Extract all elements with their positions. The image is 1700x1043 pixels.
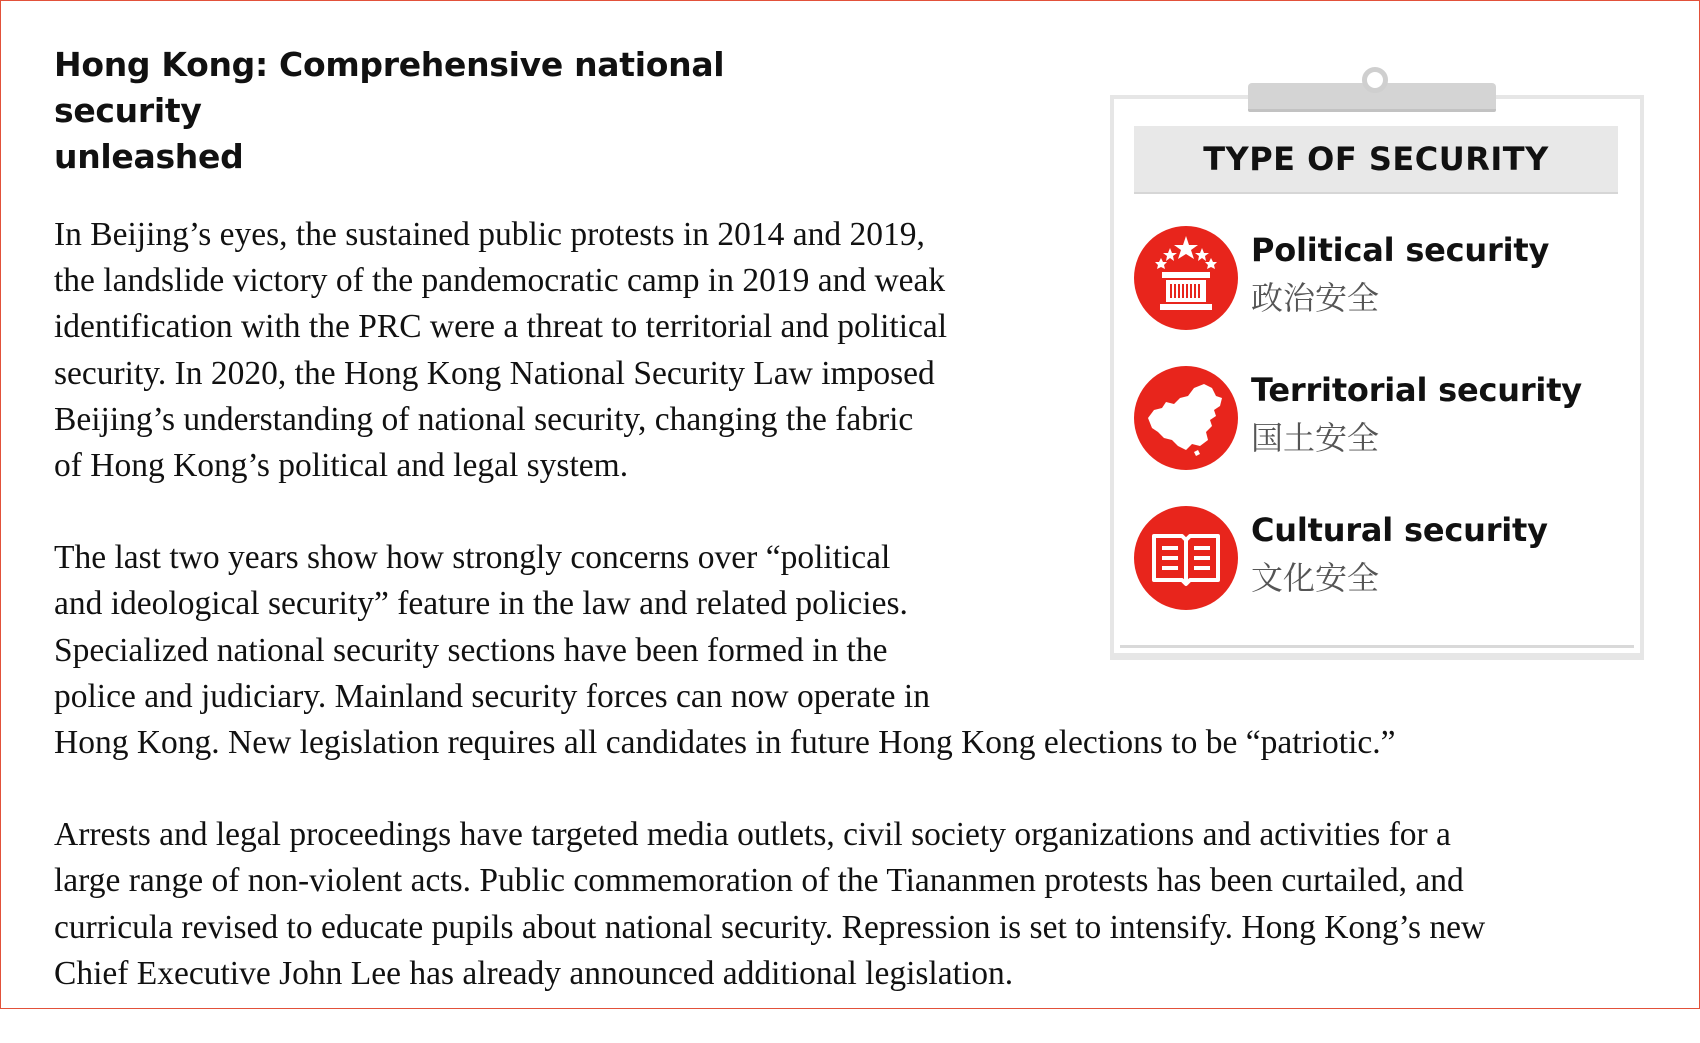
emblem-icon: [1134, 226, 1238, 330]
clipboard-bottom-line: [1120, 645, 1634, 648]
security-label-political: Political security: [1251, 231, 1550, 269]
paragraph-1: In Beijing’s eyes, the sustained public protests in 2014 and 2019, the landslide victory of the pandemocratic camp in 2019 and weak identification with the PRC were a threat to territorial and political security. In 2020, the Hong Kong National Security Law imposed Beijing’s understanding of national security, changing the fabric of Hong Kong’s political and legal system.: [54, 216, 948, 485]
security-label-territorial: Territorial security: [1251, 371, 1582, 409]
paragraph-3: Arrests and legal proceedings have targeted media outlets, civil society organizations and activities for a large range of non-violent acts. Public commemoration of the Tiananmen protests has been curtailed, and curricula revised to educate pupils about national security. Repression is set to intensify. Hong Kong’s new Chief Executive John Lee has already announced additional legislation.: [54, 816, 1486, 992]
paragraph-2: The last two years show how strongly concerns over “political and ideological security” feature in the law and related policies. Specialized national security sections have been formed in the police and judiciary. Mainland security forces can now operate in Hong Kong. New legislation requires all candidates in future Hong Kong elections to be “patriotic.”: [54, 539, 1396, 762]
security-label-cultural: Cultural security: [1251, 511, 1548, 549]
security-chinese-territorial: 国土安全: [1251, 419, 1380, 457]
security-item-cultural: [1134, 506, 1624, 616]
open-book-icon: [1134, 506, 1238, 610]
security-item-territorial: [1134, 366, 1624, 476]
article-title: Hong Kong: Comprehensive national security unleashed: [54, 45, 725, 176]
security-item-political: [1134, 226, 1624, 336]
type-of-security-heading: TYPE OF SECURITY: [1134, 126, 1618, 194]
china-map-icon: [1134, 366, 1238, 470]
clipboard-ring: [1362, 67, 1388, 93]
security-chinese-cultural: 文化安全: [1251, 559, 1380, 597]
security-chinese-political: 政治安全: [1251, 279, 1380, 317]
